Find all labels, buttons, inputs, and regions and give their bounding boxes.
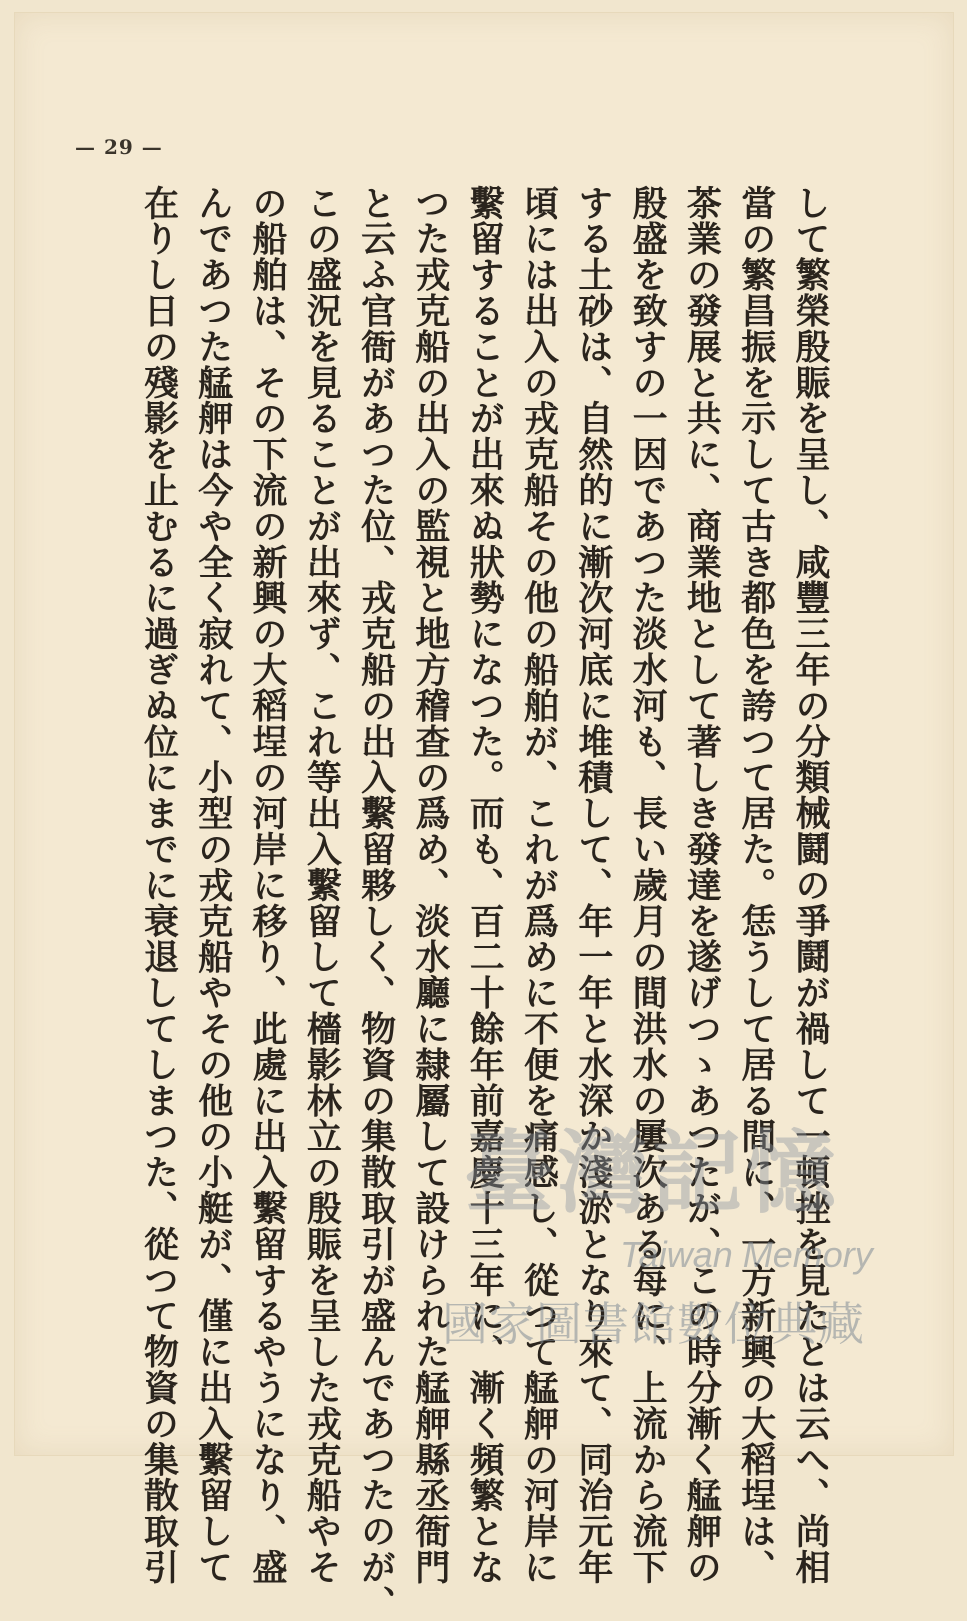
watermark-subtitle: 國家圖書館數位典藏	[442, 1297, 865, 1351]
text-line: する土砂は、自然的に漸次河底に堆積して、年一年と水深か淺淤となり來て、同治元年	[572, 185, 614, 1586]
text-line: 茶業の發展と共に、商業地として著しき發達を遂げつゝあつたが、この時分漸く艋舺の	[681, 185, 723, 1586]
text-line: と云ふ官衙があつた位、戎克船の出入繫留夥しく、物資の集散取引が盛んであつたのが、	[355, 185, 397, 1621]
text-line: つた戎克船の出入の監視と地方稽查の爲め、淡水廳に隸屬して設けられた艋舺縣丞衙門	[409, 185, 451, 1586]
text-line: 繫留することが出來ぬ狀勢になつた。而も、百二十餘年前嘉慶十三年に、漸く頻繁とな	[464, 185, 506, 1586]
watermark-title: 臺灣記憶	[464, 1120, 840, 1226]
text-line: して繁榮殷賑を呈し、咸豐三年の分類械鬪の爭鬪が禍して一頓挫を見たとは云へ、尚相	[790, 185, 831, 1586]
text-line: んであつた艋舺は今や全く寂れて、小型の戎克船やその他の小艇が、僅に出入繫留して	[192, 185, 234, 1586]
vertical-text-block	[87, 185, 837, 1621]
text-line: 殷盛を致すの一因であつた淡水河も、長い歲月の間洪水の屢次ある每に、上流から流下	[627, 185, 669, 1586]
text-line: 頃には出入の戎克船その他の船舶が、これが爲めに不便を痛感し、從つて艋舺の河岸に	[518, 185, 560, 1586]
book-page	[14, 12, 954, 1621]
text-line: の船舶は、その下流の新興の大稻埕の河岸に移り、此處に出入繫留するやうになり、盛	[247, 185, 289, 1586]
page-number: — 29 —	[75, 135, 163, 159]
text-line: 在りし日の殘影を止むるに過ぎぬ位にまでに衰退してしまつた、從つて物資の集散取引	[138, 185, 180, 1586]
text-line: 當の繁昌振を示して古き都色を誇つて居た。恁うして居る間に、一方新興の大稻埕は、	[735, 185, 777, 1586]
watermark-english: Taiwan Memory	[620, 1234, 873, 1275]
text-line: この盛況を見ることが出來ず、これ等出入繫留して檣影林立の殷賑を呈した戎克船やそ	[301, 185, 343, 1586]
